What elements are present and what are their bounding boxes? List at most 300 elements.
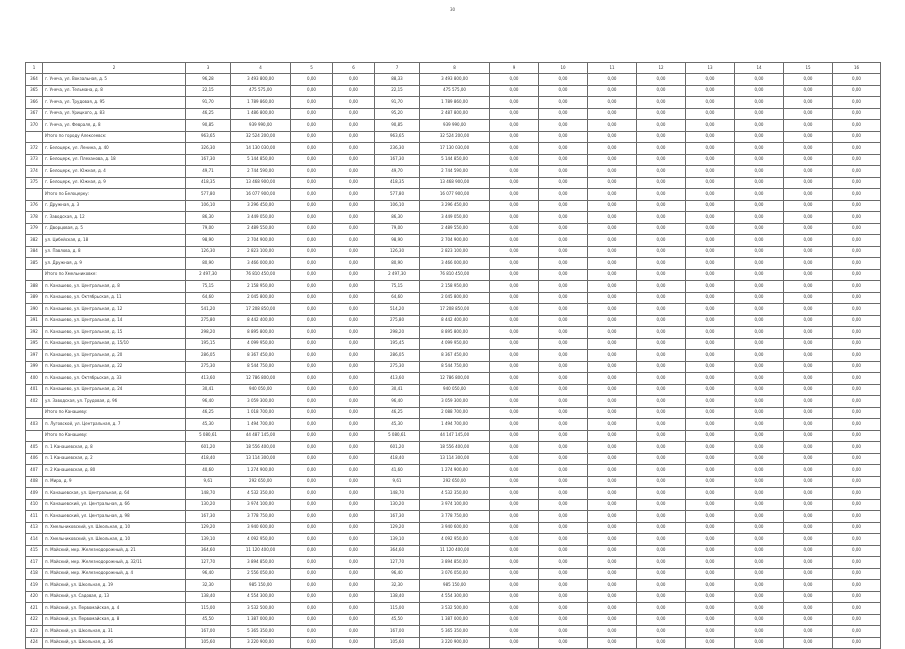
value-cell: 0,00 [539,637,588,649]
value-cell: 0,00 [784,327,833,339]
value-cell: 0,00 [686,534,735,546]
value-cell: 0,00 [735,637,784,649]
value-cell: 0,00 [291,430,333,442]
table-row [26,292,881,304]
value-cell: 0,00 [333,212,375,224]
value-cell: 0,00 [686,557,735,569]
value-cell: 40,60 [186,465,231,477]
value-cell: 0,00 [291,626,333,638]
row-number-cell: 401 [26,384,43,396]
value-cell: 3 940 600,00 [231,522,291,534]
value-cell: 0,00 [833,488,881,500]
value-cell: 5 080,61 [375,430,420,442]
value-cell: 0,00 [588,120,637,132]
value-cell: 0,00 [333,315,375,327]
value-cell: 2 704 900,00 [231,235,291,247]
value-cell: 0,00 [490,557,539,569]
value-cell: 0,00 [490,626,539,638]
value-cell: 0,00 [833,235,881,247]
value-cell: 0,00 [539,258,588,270]
value-cell: 0,00 [490,223,539,235]
value-cell: 0,00 [833,580,881,592]
value-cell: 3 059 300,00 [231,396,291,408]
value-cell: 0,00 [588,350,637,362]
value-cell: 0,00 [686,614,735,626]
value-cell: 2 823 100,00 [231,246,291,258]
value-cell: 0,00 [333,304,375,316]
row-number-cell: 420 [26,591,43,603]
value-cell: 0,00 [490,74,539,86]
value-cell: 0,00 [735,304,784,316]
value-cell: 0,00 [490,580,539,592]
value-cell: 0,00 [490,603,539,615]
value-cell: 0,00 [490,269,539,281]
value-cell: 0,00 [291,488,333,500]
value-cell: 49,70 [375,166,420,178]
table-row [26,442,881,454]
value-cell: 167,00 [375,626,420,638]
value-cell: 2 158 950,00 [420,281,490,293]
value-cell: 0,00 [490,384,539,396]
value-cell: 0,00 [686,568,735,580]
value-cell: 418,35 [186,177,231,189]
value-cell: 0,00 [784,442,833,454]
value-cell: 0,00 [735,246,784,258]
address-cell: п. Канашевский, ул. Центральная, д. 98 [43,511,186,523]
value-cell: 0,00 [735,223,784,235]
table-row [26,396,881,408]
value-cell: 0,00 [637,373,686,385]
value-cell: 0,00 [637,281,686,293]
value-cell: 0,00 [686,292,735,304]
value-cell: 0,00 [833,568,881,580]
table-row [26,350,881,362]
value-cell: 0,00 [784,396,833,408]
value-cell: 0,00 [490,258,539,270]
address-cell: г. Унеча, ул. Урицкого, д. 83 [43,108,186,120]
value-cell: 413,60 [186,373,231,385]
value-cell: 3 449 050,00 [231,212,291,224]
value-cell: 0,00 [588,189,637,201]
value-cell: 0,00 [637,166,686,178]
value-cell: 286,05 [186,350,231,362]
value-cell: 0,00 [686,453,735,465]
value-cell: 0,00 [539,108,588,120]
value-cell: 3 974 100,00 [420,499,490,511]
value-cell: 0,00 [588,637,637,649]
address-cell: п. Канашево, ул. Центральная, д. 14 [43,315,186,327]
value-cell: 2 489 550,00 [231,223,291,235]
value-cell: 0,00 [490,637,539,649]
value-cell: 0,00 [735,327,784,339]
value-cell: 0,00 [833,143,881,155]
value-cell: 0,00 [490,315,539,327]
value-cell: 106,10 [375,200,420,212]
value-cell: 0,00 [588,568,637,580]
address-cell: г. Унеча, ул. Февраля, д. 8 [43,120,186,132]
value-cell: 0,00 [490,407,539,419]
value-cell: 0,00 [637,338,686,350]
value-cell: 0,00 [291,131,333,143]
header-cell: 6 [333,63,375,74]
value-cell: 0,00 [588,603,637,615]
value-cell: 0,00 [784,338,833,350]
value-cell: 0,00 [539,292,588,304]
value-cell: 0,00 [784,350,833,362]
value-cell: 167,30 [375,154,420,166]
value-cell: 1 274 900,00 [231,465,291,477]
value-cell: 49,71 [186,166,231,178]
address-cell: г. Дружная, д. 3 [43,200,186,212]
value-cell: 0,00 [784,407,833,419]
value-cell: 577,80 [375,189,420,201]
value-cell: 0,00 [784,131,833,143]
value-cell: 0,00 [333,626,375,638]
value-cell: 2 158 950,00 [231,281,291,293]
value-cell: 0,00 [588,545,637,557]
value-cell: 0,00 [833,384,881,396]
value-cell: 0,00 [539,476,588,488]
table-row [26,373,881,385]
value-cell: 64,60 [186,292,231,304]
table-row [26,223,881,235]
row-number-cell [26,189,43,201]
value-cell: 0,00 [490,246,539,258]
value-cell: 0,00 [637,557,686,569]
address-cell: г. Дворцовая, д. 5 [43,223,186,235]
value-cell: 0,00 [490,200,539,212]
value-cell: 0,00 [735,476,784,488]
value-cell: 0,00 [588,166,637,178]
value-cell: 0,00 [539,97,588,109]
address-cell: п. Канашево, ул. Центральная, д. 24 [43,384,186,396]
value-cell: 0,00 [333,85,375,97]
table-row [26,258,881,270]
address-cell: п. Майский, ул. Первомайская, д. 4 [43,603,186,615]
value-cell: 0,00 [539,143,588,155]
value-cell: 0,00 [333,396,375,408]
value-cell: 0,00 [735,269,784,281]
value-cell: 0,00 [637,350,686,362]
value-cell: 0,00 [588,131,637,143]
value-cell: 0,00 [490,350,539,362]
value-cell: 0,00 [291,327,333,339]
value-cell: 0,00 [539,338,588,350]
value-cell: 0,00 [784,591,833,603]
value-cell: 0,00 [637,465,686,477]
value-cell: 0,00 [291,304,333,316]
row-number-cell: 403 [26,419,43,431]
value-cell: 326,30 [186,143,231,155]
value-cell: 1 486 800,00 [231,108,291,120]
value-cell: 3 493 800,00 [231,74,291,86]
value-cell: 0,00 [539,591,588,603]
value-cell: 0,00 [735,580,784,592]
value-cell: 44 147 145,00 [420,430,490,442]
value-cell: 0,00 [490,534,539,546]
value-cell: 0,00 [784,637,833,649]
address-cell: ул. Павлова, д. 8 [43,246,186,258]
value-cell: 292 650,00 [420,476,490,488]
table-row [26,603,881,615]
row-number-cell: 364 [26,74,43,86]
value-cell: 939 990,00 [420,120,490,132]
value-cell: 0,00 [291,97,333,109]
value-cell: 0,00 [686,476,735,488]
value-cell: 167,30 [186,511,231,523]
value-cell: 130,20 [375,499,420,511]
value-cell: 0,00 [833,361,881,373]
value-cell: 0,00 [291,557,333,569]
value-cell: 0,00 [333,350,375,362]
value-cell: 0,00 [637,154,686,166]
row-number-cell: 392 [26,327,43,339]
value-cell: 0,00 [833,430,881,442]
value-cell: 2 823 100,00 [420,246,490,258]
table-row [26,557,881,569]
value-cell: 0,00 [291,189,333,201]
value-cell: 0,00 [833,281,881,293]
value-cell: 86,30 [186,212,231,224]
value-cell: 91,70 [375,97,420,109]
value-cell: 0,00 [490,143,539,155]
value-cell: 0,00 [588,200,637,212]
value-cell: 0,00 [333,637,375,649]
value-cell: 0,00 [637,534,686,546]
value-cell: 0,00 [686,258,735,270]
value-cell: 4 092 950,00 [420,534,490,546]
value-cell: 0,00 [539,120,588,132]
row-number-cell: 413 [26,522,43,534]
table-row [26,235,881,247]
value-cell: 0,00 [490,166,539,178]
value-cell: 236,30 [375,143,420,155]
row-number-cell: 379 [26,223,43,235]
row-number-cell: 388 [26,281,43,293]
value-cell: 46,25 [375,407,420,419]
value-cell: 298,20 [186,327,231,339]
value-cell: 364,60 [186,545,231,557]
value-cell: 11 120 400,00 [231,545,291,557]
value-cell: 16 077 900,00 [231,189,291,201]
value-cell: 0,00 [637,568,686,580]
value-cell: 0,00 [686,223,735,235]
value-cell: 0,00 [686,603,735,615]
row-number-cell: 414 [26,534,43,546]
table-subtotal-row [26,407,881,419]
value-cell: 12 786 800,00 [231,373,291,385]
value-cell: 0,00 [833,476,881,488]
value-cell: 0,00 [539,350,588,362]
header-cell: 13 [686,63,735,74]
value-cell: 2 744 590,00 [231,166,291,178]
value-cell: 0,00 [291,223,333,235]
value-cell: 0,00 [490,338,539,350]
value-cell: 0,00 [833,74,881,86]
value-cell: 0,00 [686,304,735,316]
value-cell: 0,00 [637,327,686,339]
value-cell: 0,00 [833,338,881,350]
value-cell: 0,00 [588,522,637,534]
row-number-cell: 424 [26,637,43,649]
value-cell: 0,00 [833,223,881,235]
value-cell: 0,00 [735,430,784,442]
value-cell: 0,00 [637,580,686,592]
row-number-cell: 382 [26,235,43,247]
value-cell: 3 778 750,00 [420,511,490,523]
table-header-row [26,63,881,74]
address-cell: г. Белоцерк, ул. Плеханова, д. 18 [43,154,186,166]
value-cell: 80,90 [375,258,420,270]
value-cell: 0,00 [588,235,637,247]
register-table [25,62,881,649]
value-cell: 0,00 [333,338,375,350]
address-cell: п. Майский, ул. Школьная, д. 19 [43,580,186,592]
value-cell: 126,30 [375,246,420,258]
value-cell: 115,00 [375,603,420,615]
value-cell: 0,00 [333,384,375,396]
value-cell: 0,00 [291,396,333,408]
value-cell: 45,50 [186,614,231,626]
value-cell: 148,70 [186,488,231,500]
value-cell: 45,30 [186,419,231,431]
table-row [26,177,881,189]
value-cell: 0,00 [686,419,735,431]
value-cell: 8 442 400,00 [420,315,490,327]
value-cell: 0,00 [735,315,784,327]
value-cell: 0,00 [588,223,637,235]
value-cell: 0,00 [291,465,333,477]
value-cell: 88,33 [375,74,420,86]
table-row [26,97,881,109]
value-cell: 0,00 [539,465,588,477]
value-cell: 3 296 450,00 [420,200,490,212]
address-cell: г. Белоцерк, ул. Южная, д. 4 [43,166,186,178]
value-cell: 0,00 [333,499,375,511]
value-cell: 0,00 [833,269,881,281]
value-cell: 0,00 [291,442,333,454]
value-cell: 0,00 [784,580,833,592]
value-cell: 0,00 [539,603,588,615]
row-number-cell: 372 [26,143,43,155]
value-cell: 0,00 [588,465,637,477]
value-cell: 0,00 [333,545,375,557]
value-cell: 0,00 [735,442,784,454]
value-cell: 0,00 [637,488,686,500]
value-cell: 0,00 [784,614,833,626]
value-cell: 0,00 [637,235,686,247]
value-cell: 86,30 [375,212,420,224]
table-row [26,246,881,258]
row-number-cell: 421 [26,603,43,615]
value-cell: 0,00 [686,407,735,419]
value-cell: 0,00 [833,200,881,212]
value-cell: 0,00 [539,361,588,373]
value-cell: 0,00 [784,557,833,569]
value-cell: 0,00 [490,85,539,97]
table-row [26,534,881,546]
value-cell: 275,80 [375,315,420,327]
value-cell: 4 532 350,00 [420,488,490,500]
value-cell: 17 208 850,00 [231,304,291,316]
header-cell: 16 [833,63,881,74]
value-cell: 0,00 [588,476,637,488]
value-cell: 0,00 [686,189,735,201]
value-cell: 0,00 [588,557,637,569]
value-cell: 0,00 [735,396,784,408]
value-cell: 0,00 [637,614,686,626]
value-cell: 0,00 [539,212,588,224]
value-cell: 0,00 [333,407,375,419]
address-cell: п. Канашево, ул. Центральная, д. 12 [43,304,186,316]
value-cell: 0,00 [637,522,686,534]
address-cell: Итого по Канашеву: [43,407,186,419]
value-cell: 0,00 [291,200,333,212]
value-cell: 0,00 [686,373,735,385]
value-cell: 4 099 950,00 [231,338,291,350]
value-cell: 0,00 [588,269,637,281]
value-cell: 129,20 [375,522,420,534]
value-cell: 0,00 [735,384,784,396]
value-cell: 0,00 [333,534,375,546]
value-cell: 0,00 [784,384,833,396]
value-cell: 275,30 [186,361,231,373]
value-cell: 0,00 [686,212,735,224]
value-cell: 90,85 [375,120,420,132]
value-cell: 0,00 [833,304,881,316]
value-cell: 127,70 [375,557,420,569]
value-cell: 2 489 550,00 [420,223,490,235]
value-cell: 0,00 [735,453,784,465]
table-row [26,166,881,178]
table-subtotal-row [26,189,881,201]
value-cell: 0,00 [333,580,375,592]
address-cell: п. Майский, ул. Школьная, д. 36 [43,637,186,649]
value-cell: 0,00 [333,361,375,373]
value-cell: 0,00 [833,327,881,339]
value-cell: 0,00 [784,246,833,258]
value-cell: 16 077 900,00 [420,189,490,201]
address-cell: п. Мира, д. 9 [43,476,186,488]
value-cell: 0,00 [784,304,833,316]
value-cell: 0,00 [291,591,333,603]
value-cell: 0,00 [686,626,735,638]
value-cell: 96,40 [375,396,420,408]
value-cell: 3 059 300,00 [420,396,490,408]
table-row [26,212,881,224]
value-cell: 0,00 [735,534,784,546]
value-cell: 3 296 450,00 [231,200,291,212]
value-cell: 139,10 [186,534,231,546]
value-cell: 0,00 [784,74,833,86]
address-cell: п. Канашево, ул. Октябрьская, д. 33 [43,373,186,385]
value-cell: 0,00 [784,511,833,523]
address-cell: п. Канашевская, ул. Центральная, д. 64 [43,488,186,500]
table-row [26,522,881,534]
value-cell: 0,00 [291,534,333,546]
table-row [26,85,881,97]
value-cell: 0,00 [588,327,637,339]
value-cell: 0,00 [833,177,881,189]
value-cell: 167,00 [186,626,231,638]
table-subtotal-row [26,269,881,281]
value-cell: 0,00 [686,545,735,557]
value-cell: 0,00 [539,488,588,500]
value-cell: 9,61 [375,476,420,488]
value-cell: 0,00 [784,97,833,109]
row-number-cell [26,430,43,442]
value-cell: 0,00 [333,258,375,270]
